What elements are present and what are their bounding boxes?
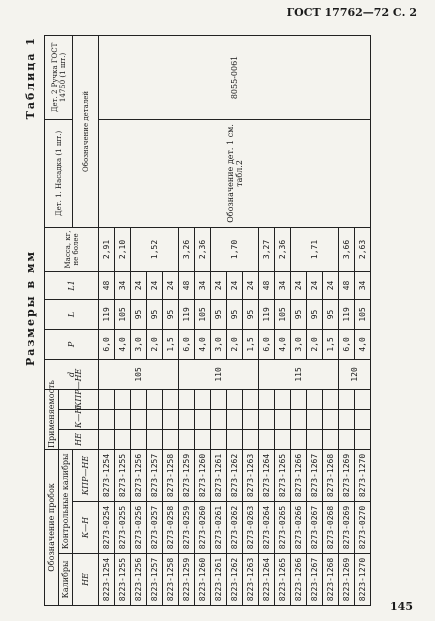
cell-l: 95 xyxy=(243,299,259,329)
header-p: P xyxy=(45,329,99,359)
cell-kpr: 8273-1267 xyxy=(307,449,323,501)
cell-app-ne xyxy=(355,429,371,449)
cell-ne: 8223-1270 xyxy=(355,554,371,606)
header-ne: НЕ xyxy=(73,554,99,606)
cell-ne: 8223-1260 xyxy=(195,554,211,606)
header-kn: К—Н xyxy=(73,502,99,554)
cell-l: 95 xyxy=(307,299,323,329)
cell-app-kn xyxy=(259,409,275,429)
header-l: L xyxy=(45,299,99,329)
cell-app-kn xyxy=(291,409,307,429)
cell-mass: 1,70 xyxy=(211,227,259,271)
cell-app-kn xyxy=(355,409,371,429)
cell-app-ne xyxy=(99,429,115,449)
cell-mass: 2,10 xyxy=(115,227,131,271)
cell-app-kpr xyxy=(291,389,307,409)
header-kpr: КПР—НЕ xyxy=(73,449,99,501)
cell-kpr: 8273-1257 xyxy=(147,449,163,501)
cell-p: 4,0 xyxy=(275,329,291,359)
cell-l1: 48 xyxy=(339,271,355,299)
cell-app-kpr xyxy=(211,389,227,409)
header-app-kn: К—Н xyxy=(59,409,99,429)
cell-kn: 8273-0263 xyxy=(243,502,259,554)
cell-app-ne xyxy=(115,429,131,449)
cell-app-ne xyxy=(147,429,163,449)
cell-app-ne xyxy=(323,429,339,449)
cell-app-ne xyxy=(291,429,307,449)
cell-app-kpr xyxy=(339,389,355,409)
cell-kn: 8273-0255 xyxy=(115,502,131,554)
cell-l: 95 xyxy=(227,299,243,329)
cell-kn: 8273-0258 xyxy=(163,502,179,554)
page-header: ГОСТ 17762—72 С. 2 xyxy=(286,6,417,19)
cell-kn: 8273-0270 xyxy=(355,502,371,554)
cell-ne: 8223-1261 xyxy=(211,554,227,606)
header-applicability: Применяемость xyxy=(45,389,59,449)
header-calibers: Калибры xyxy=(59,554,73,606)
header-designation: Обозначение пробок xyxy=(45,449,59,605)
cell-p: 1,5 xyxy=(323,329,339,359)
header-app-kpr: КПР—НЕ xyxy=(59,389,99,409)
cell-l: 119 xyxy=(179,299,195,329)
cell-l: 105 xyxy=(355,299,371,329)
cell-p: 6,0 xyxy=(259,329,275,359)
cell-p: 4,0 xyxy=(115,329,131,359)
cell-mass: 1,52 xyxy=(131,227,179,271)
cell-l: 95 xyxy=(291,299,307,329)
cell-mass: 2,63 xyxy=(355,227,371,271)
cell-p: 4,0 xyxy=(195,329,211,359)
cell-p: 2,0 xyxy=(307,329,323,359)
cell-app-kn xyxy=(307,409,323,429)
cell-l1: 24 xyxy=(147,271,163,299)
cell-app-kn xyxy=(163,409,179,429)
header-det1: Дет. 1. Насадка (1 шт.) xyxy=(45,119,73,227)
cell-d: 110 xyxy=(179,359,259,389)
page-number: 145 xyxy=(390,600,413,613)
cell-ne: 8223-1269 xyxy=(339,554,355,606)
cell-p: 2,0 xyxy=(227,329,243,359)
cell-app-kpr xyxy=(99,389,115,409)
cell-l: 95 xyxy=(131,299,147,329)
cell-app-ne xyxy=(275,429,291,449)
cell-l: 95 xyxy=(163,299,179,329)
cell-app-ne xyxy=(211,429,227,449)
cell-app-kn xyxy=(147,409,163,429)
cell-ne: 8223-1263 xyxy=(243,554,259,606)
table-head xyxy=(45,35,99,605)
cell-app-kpr xyxy=(131,389,147,409)
cell-l: 105 xyxy=(115,299,131,329)
cell-app-kn xyxy=(243,409,259,429)
cell-l: 119 xyxy=(99,299,115,329)
cell-app-kpr xyxy=(163,389,179,409)
cell-app-kn xyxy=(195,409,211,429)
header-mass: Масса, кг, не более xyxy=(45,227,99,271)
header-parts: Обозначение деталей xyxy=(73,35,99,227)
cell-app-kpr xyxy=(307,389,323,409)
cell-kn: 8273-0259 xyxy=(179,502,195,554)
cell-l: 105 xyxy=(195,299,211,329)
cell-ne: 8223-1255 xyxy=(115,554,131,606)
cell-app-kn xyxy=(323,409,339,429)
cell-p: 3,0 xyxy=(291,329,307,359)
cell-l1: 24 xyxy=(243,271,259,299)
rotated-content xyxy=(20,36,405,606)
cell-kpr: 8273-1269 xyxy=(339,449,355,501)
cell-l1: 34 xyxy=(115,271,131,299)
cell-app-ne xyxy=(339,429,355,449)
cell-kpr: 8273-1262 xyxy=(227,449,243,501)
cell-app-kpr xyxy=(179,389,195,409)
cell-mass: 2,36 xyxy=(275,227,291,271)
cell-mass: 1,71 xyxy=(291,227,339,271)
cell-kpr: 8273-1261 xyxy=(211,449,227,501)
dimensions-table xyxy=(44,35,371,606)
cell-app-kn xyxy=(227,409,243,429)
cell-kpr: 8273-1255 xyxy=(115,449,131,501)
cell-l1: 24 xyxy=(211,271,227,299)
cell-kpr: 8273-1266 xyxy=(291,449,307,501)
cell-l1: 24 xyxy=(163,271,179,299)
cell-kpr: 8273-1254 xyxy=(99,449,115,501)
cell-p: 6,0 xyxy=(99,329,115,359)
cell-app-kpr xyxy=(323,389,339,409)
cell-ne: 8223-1257 xyxy=(147,554,163,606)
cell-kn: 8273-0260 xyxy=(195,502,211,554)
cell-app-kn xyxy=(211,409,227,429)
cell-l1: 34 xyxy=(355,271,371,299)
cell-l1: 24 xyxy=(307,271,323,299)
table-label: Таблица 1 xyxy=(24,36,37,120)
cell-p: 6,0 xyxy=(339,329,355,359)
cell-l: 105 xyxy=(275,299,291,329)
cell-kn: 8273-0261 xyxy=(211,502,227,554)
cell-l1: 34 xyxy=(275,271,291,299)
cell-l1: 48 xyxy=(259,271,275,299)
cell-kn: 8273-0266 xyxy=(291,502,307,554)
header-l1: L1 xyxy=(45,271,99,299)
cell-app-kpr xyxy=(275,389,291,409)
cell-kn: 8273-0264 xyxy=(259,502,275,554)
cell-l1: 24 xyxy=(227,271,243,299)
cell-kn: 8273-0254 xyxy=(99,502,115,554)
cell-mass: 3,26 xyxy=(179,227,195,271)
cell-app-ne xyxy=(131,429,147,449)
table-body xyxy=(99,35,371,605)
cell-p: 2,0 xyxy=(147,329,163,359)
cell-det1-note: Обозначение дет. 1 см. табл.2 xyxy=(99,119,371,227)
cell-mass: 3,66 xyxy=(339,227,355,271)
cell-app-kpr xyxy=(227,389,243,409)
cell-p: 6,0 xyxy=(179,329,195,359)
cell-kn: 8273-0268 xyxy=(323,502,339,554)
cell-ne: 8223-1264 xyxy=(259,554,275,606)
cell-app-kn xyxy=(339,409,355,429)
cell-app-kn xyxy=(275,409,291,429)
cell-l: 95 xyxy=(211,299,227,329)
cell-kpr: 8273-1258 xyxy=(163,449,179,501)
cell-l: 119 xyxy=(259,299,275,329)
header-d: d xyxy=(45,359,99,389)
cell-p: 1,5 xyxy=(243,329,259,359)
cell-ne: 8223-1254 xyxy=(99,554,115,606)
header-det2: Дет. 2 Ручка ГОСТ 14750 (1 шт.) xyxy=(45,35,73,119)
cell-app-kpr xyxy=(195,389,211,409)
cell-l: 95 xyxy=(323,299,339,329)
cell-app-kn xyxy=(115,409,131,429)
cell-mass: 2,36 xyxy=(195,227,211,271)
cell-kn: 8273-0265 xyxy=(275,502,291,554)
cell-det2-value: 8055-0061 xyxy=(99,35,371,119)
cell-p: 1,5 xyxy=(163,329,179,359)
cell-app-ne xyxy=(243,429,259,449)
cell-ne: 8223-1267 xyxy=(307,554,323,606)
cell-app-ne xyxy=(227,429,243,449)
cell-l1: 24 xyxy=(291,271,307,299)
cell-l1: 48 xyxy=(99,271,115,299)
cell-app-ne xyxy=(163,429,179,449)
header-control: Контрольные калибры xyxy=(59,449,73,553)
cell-p: 3,0 xyxy=(131,329,147,359)
cell-l1: 24 xyxy=(323,271,339,299)
cell-l: 119 xyxy=(339,299,355,329)
title-row xyxy=(20,36,42,606)
cell-d: 120 xyxy=(339,359,371,389)
cell-l1: 24 xyxy=(131,271,147,299)
cell-d: 115 xyxy=(259,359,339,389)
cell-app-kn xyxy=(179,409,195,429)
cell-kn: 8273-0262 xyxy=(227,502,243,554)
cell-app-ne xyxy=(195,429,211,449)
cell-app-ne xyxy=(307,429,323,449)
cell-l: 95 xyxy=(147,299,163,329)
cell-mass: 3,27 xyxy=(259,227,275,271)
cell-l1: 34 xyxy=(195,271,211,299)
cell-kn: 8273-0267 xyxy=(307,502,323,554)
cell-p: 3,0 xyxy=(211,329,227,359)
cell-ne: 8223-1265 xyxy=(275,554,291,606)
cell-kpr: 8273-1263 xyxy=(243,449,259,501)
cell-ne: 8223-1268 xyxy=(323,554,339,606)
cell-kpr: 8273-1268 xyxy=(323,449,339,501)
cell-app-kpr xyxy=(243,389,259,409)
header-app-ne: НЕ xyxy=(59,429,99,449)
cell-app-ne xyxy=(179,429,195,449)
cell-ne: 8223-1259 xyxy=(179,554,195,606)
cell-mass: 2,91 xyxy=(99,227,115,271)
cell-kn: 8273-0257 xyxy=(147,502,163,554)
cell-ne: 8223-1266 xyxy=(291,554,307,606)
cell-kn: 8273-0269 xyxy=(339,502,355,554)
cell-kpr: 8273-1259 xyxy=(179,449,195,501)
cell-kpr: 8273-1260 xyxy=(195,449,211,501)
cell-kpr: 8273-1264 xyxy=(259,449,275,501)
cell-app-kpr xyxy=(355,389,371,409)
cell-ne: 8223-1256 xyxy=(131,554,147,606)
cell-p: 4,0 xyxy=(355,329,371,359)
cell-app-ne xyxy=(259,429,275,449)
cell-app-kpr xyxy=(259,389,275,409)
cell-d: 105 xyxy=(99,359,179,389)
cell-kpr: 8273-1256 xyxy=(131,449,147,501)
cell-kpr: 8273-1265 xyxy=(275,449,291,501)
cell-kn: 8273-0256 xyxy=(131,502,147,554)
cell-app-kn xyxy=(99,409,115,429)
table-title: Размеры в мм xyxy=(24,249,37,366)
cell-kpr: 8273-1270 xyxy=(355,449,371,501)
table-row xyxy=(99,35,115,605)
cell-app-kn xyxy=(131,409,147,429)
cell-l1: 48 xyxy=(179,271,195,299)
cell-app-kpr xyxy=(115,389,131,409)
cell-ne: 8223-1262 xyxy=(227,554,243,606)
cell-app-kpr xyxy=(147,389,163,409)
cell-ne: 8223-1258 xyxy=(163,554,179,606)
